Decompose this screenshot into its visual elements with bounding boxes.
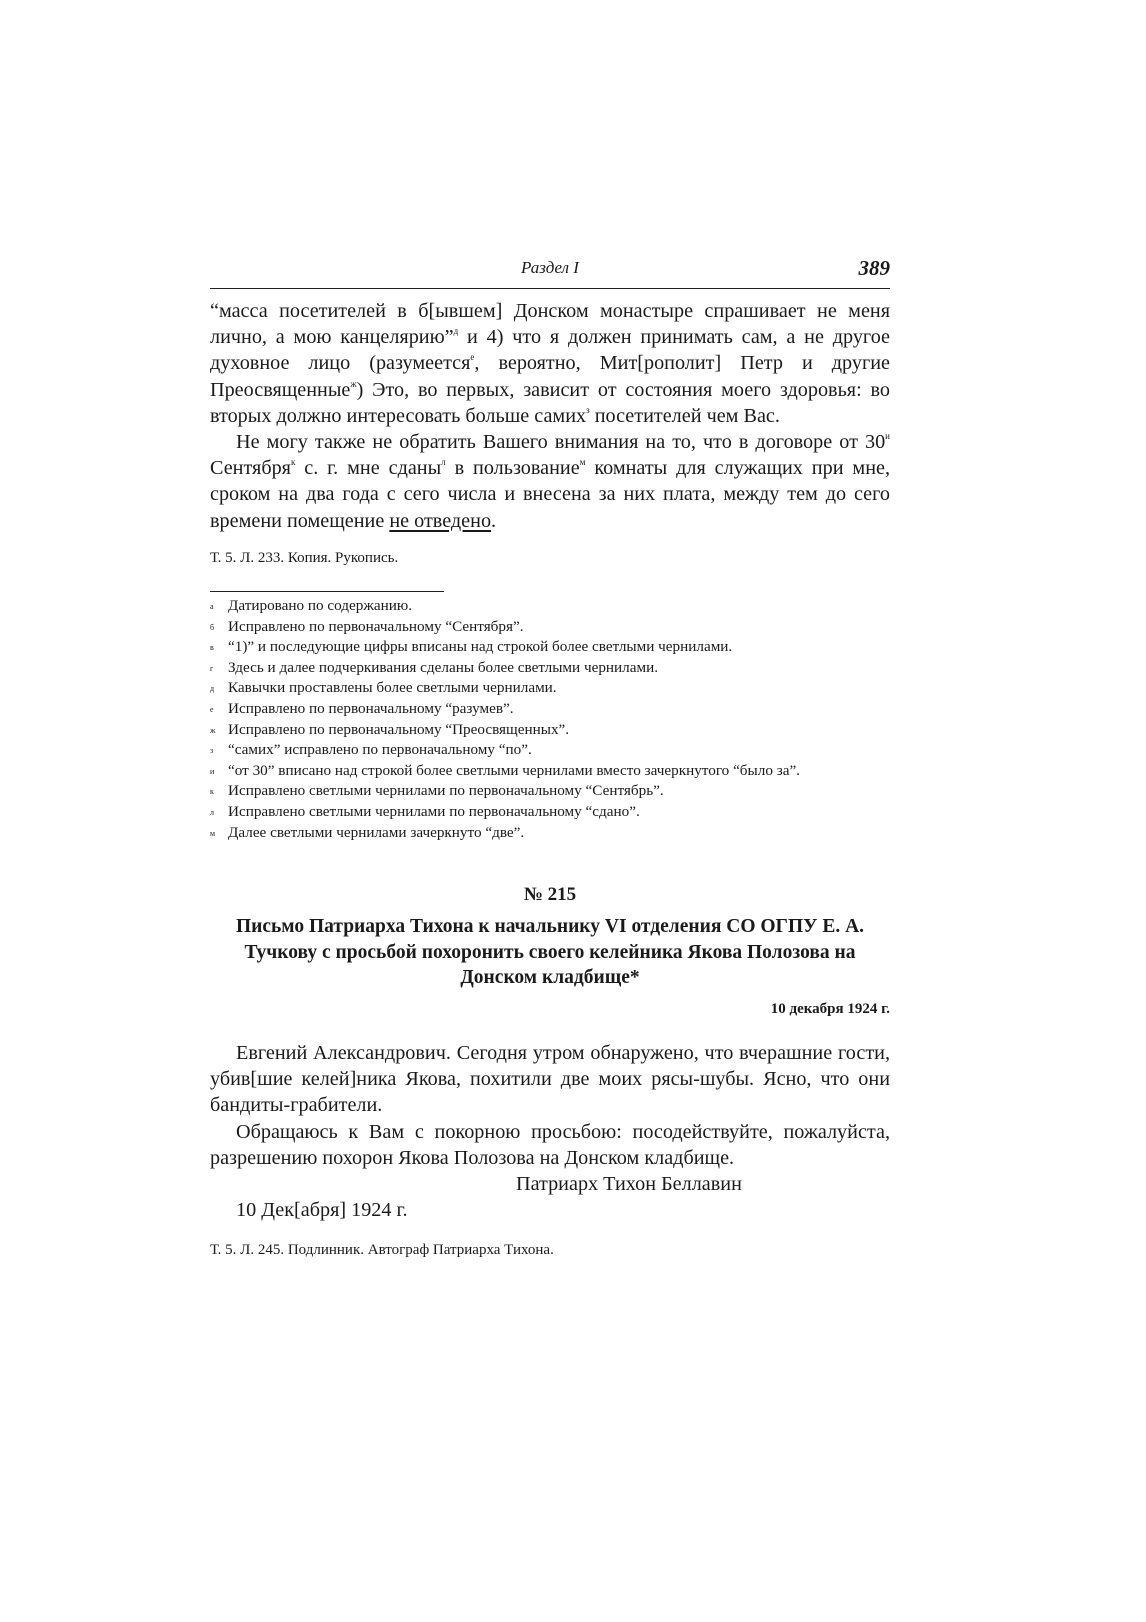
footnote [210, 761, 890, 782]
archive-source: Т. 5. Л. 233. Копия. Рукопись. [210, 550, 399, 566]
footnote [210, 678, 890, 699]
paragraph: Евгений Александрович. Сегодня утром обнаружено, что вчерашние гости, убив[шие келей]ника Якова, похитили две моих рясы-шубы. Ясно, что они бандиты-грабители. [210, 1042, 890, 1117]
footnote-text: Исправлено по первоначальному “Преосвященных”. [228, 720, 570, 738]
paragraph: Не могу также не обратить Вашего внимания на то, что в договоре от $30^и$ Сентября$^к$ с. г. мне сданы$^л$ в пользование$^м$ комнаты для служащих при мне, сроком на два года с сего числа и внесена за них плата, между тем до сего времени помещение не отведено. [210, 431, 891, 532]
footnote [210, 781, 890, 802]
footnote-ref: е [470, 352, 475, 363]
footnote-mark: в [210, 643, 214, 653]
footnote [210, 802, 890, 823]
footnote-mark: м [210, 828, 216, 838]
footnote-ref: д [453, 326, 459, 337]
continued-letter-text [210, 298, 890, 534]
footnote-ref: ж [350, 378, 357, 389]
footnote [210, 740, 890, 761]
header-rule [210, 288, 890, 289]
footnotes-list [210, 596, 890, 843]
footnote [210, 823, 890, 844]
footnote [210, 720, 890, 741]
footnote-mark: б [210, 622, 215, 632]
footnote-text: “самих” исправлено по первоначальному “по”. [228, 741, 532, 759]
footnote [210, 699, 890, 720]
footnote-text: Датировано по содержанию. [228, 597, 412, 614]
footnote-text: Исправлено светлыми чернилами по первоначальному “сдано”. [228, 802, 640, 820]
underlined-text: не отведено [389, 509, 492, 532]
footnote-ref: л [441, 457, 446, 468]
footnote-text: Далее светлыми чернилами зачеркнуто “две”. [228, 823, 525, 841]
running-head [210, 256, 890, 286]
document-title: Письмо Патриарха Тихона к начальнику VI отделения СО ОГПУ Е. А. Тучкову с просьбой похоронить своего келейника Якова Полозова на Донском кладбище* [235, 916, 865, 988]
footnote-ref: и [885, 431, 890, 442]
footnote-ref: м [579, 457, 586, 468]
footnote [210, 637, 890, 658]
footnote [210, 596, 890, 617]
signature: Патриарх Тихон Беллавин [516, 1173, 742, 1196]
footnote-mark: к [210, 787, 214, 797]
footnote-ref: к [290, 457, 296, 468]
archive-source: Т. 5. Л. 245. Подлинник. Автограф Патриарха Тихона. [210, 1242, 554, 1258]
footnote-text: Исправлено светлыми чернилами по первоначальному “Сентябрь”. [228, 782, 664, 800]
footnote [210, 658, 890, 679]
footnote-text: Кавычки проставлены более светлыми чернилами. [228, 679, 557, 697]
footnote-mark: и [210, 766, 215, 776]
document-date: 10 декабря 1924 г. [770, 1001, 890, 1017]
running-title: Раздел I [521, 258, 579, 277]
closing-date: 10 Дек[абря] 1924 г. [236, 1199, 408, 1222]
document-number: № 215 [523, 884, 577, 905]
footnote-mark: г [210, 663, 214, 673]
page-number: 389 [858, 256, 890, 280]
footnote-rule [210, 591, 444, 592]
footnote-mark: д [210, 684, 215, 694]
footnote-ref: з [586, 404, 590, 415]
paragraph: Обращаюсь к Вам с покорною просьбою: посодействуйте, пожалуйста, разрешению похорон Якова Полозова на Донском кладбище. [210, 1120, 890, 1169]
footnote-text: “1)” и последующие цифры вписаны над строкой более светлыми чернилами. [228, 638, 733, 656]
letter-text [210, 1040, 890, 1223]
paragraph: “масса посетителей в б[ывшем] Донском монастыре спрашивает не меня лично, а мою канцелярию”$^д$ и 4) что я должен принимать сам, а не другое духовное лицо (разумеется$^е$, вероятно, Мит[рополит] Петр и другие Преосвященные$^ж$) Это, во первых, зависит от состояния моего здоровья: во вторых должно интересовать больше самих$^з$ посетителей чем Вас. [210, 300, 891, 427]
footnote-text: “от 30” вписано над строкой более светлыми чернилами вместо зачеркнутого “было за”. [228, 761, 800, 779]
footnote-mark: е [210, 704, 214, 714]
footnote-mark: з [210, 746, 214, 756]
footnote-mark: ж [210, 725, 216, 735]
footnote-text: Исправлено по первоначальному “разумев”. [228, 699, 514, 717]
footnote-text: Здесь и далее подчеркивания сделаны более светлыми чернилами. [228, 658, 659, 676]
footnote-mark: л [210, 807, 214, 817]
footnote-mark: а [210, 602, 214, 611]
footnote-text: Исправлено по первоначальному “Сентября”. [228, 617, 524, 635]
footnote [210, 617, 890, 638]
